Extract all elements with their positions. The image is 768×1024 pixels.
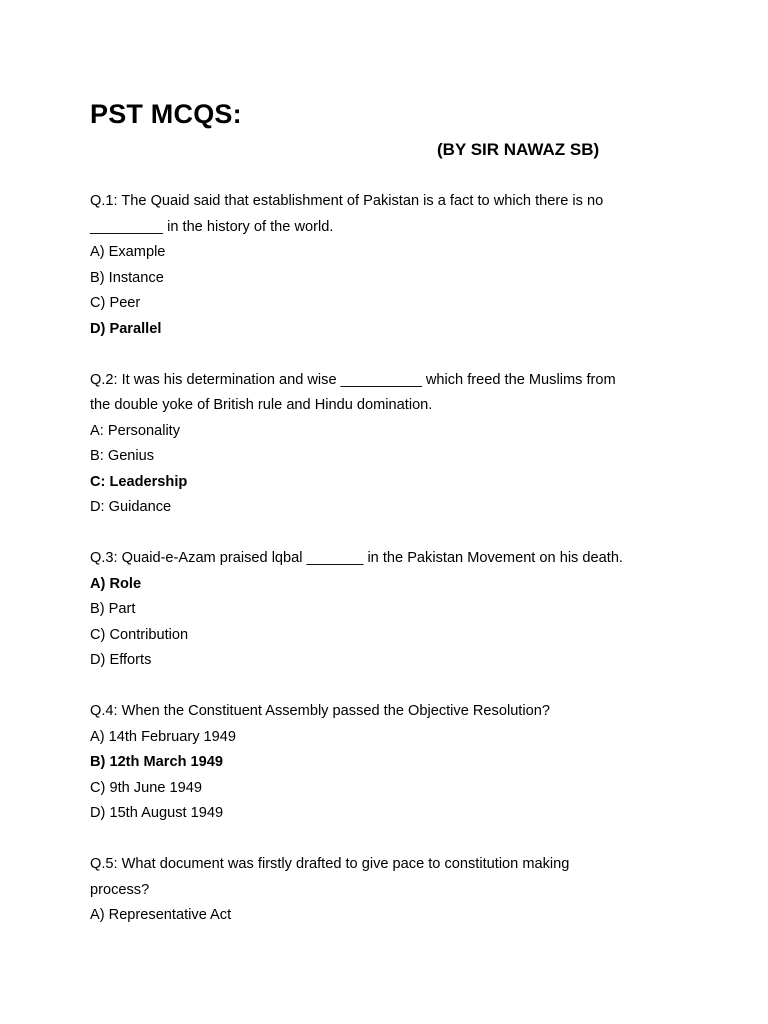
answer-option: A: Personality [90,422,181,439]
correct-answer-option: A) Role [90,575,142,592]
answer-option: A) 14th February 1949 [90,728,237,745]
correct-answer-option: C: Leadership [90,473,188,490]
question-3 [90,546,690,674]
question-stem-line: process? [90,881,150,898]
question-stem-line: _________ in the history of the world. [90,218,334,235]
author-subtitle: (BY SIR NAWAZ SB) [437,140,600,159]
correct-answer-option: D) Parallel [90,320,162,337]
answer-option: B: Genius [90,448,155,464]
page-title: PST MCQS: [90,99,242,129]
correct-answer-option: B) 12th March 1949 [90,754,224,770]
question-5 [90,852,690,929]
question-list [90,189,690,954]
answer-option: B) Part [90,601,136,617]
question-stem-line: the double yoke of British rule and Hindu domination. [90,397,433,413]
question-1 [90,189,690,342]
question-2 [90,368,690,521]
question-stem-line: Q.2: It was his determination and wise __________ which freed the Muslims from [90,371,616,388]
question-stem-line: Q.1: The Quaid said that establishment of Pakistan is a fact to which there is no [90,193,604,209]
answer-option: C) Contribution [90,626,189,643]
answer-option: D) 15th August 1949 [90,805,224,821]
question-stem-line: Q.4: When the Constituent Assembly passed the Objective Resolution? [90,703,550,719]
answer-option: C) 9th June 1949 [90,779,202,796]
question-4 [90,699,690,827]
answer-option: A) Example [90,244,166,260]
answer-option: D: Guidance [90,499,172,515]
question-stem-line: Q.5: What document was firstly drafted to give pace to constitution making [90,856,570,872]
answer-option: A) Representative Act [90,907,232,923]
answer-option: D) Efforts [90,652,152,668]
question-stem-line: Q.3: Quaid-e-Azam praised lqbal _______ in the Pakistan Movement on his death. [90,550,623,566]
answer-option: C) Peer [90,295,141,311]
answer-option: B) Instance [90,269,164,286]
